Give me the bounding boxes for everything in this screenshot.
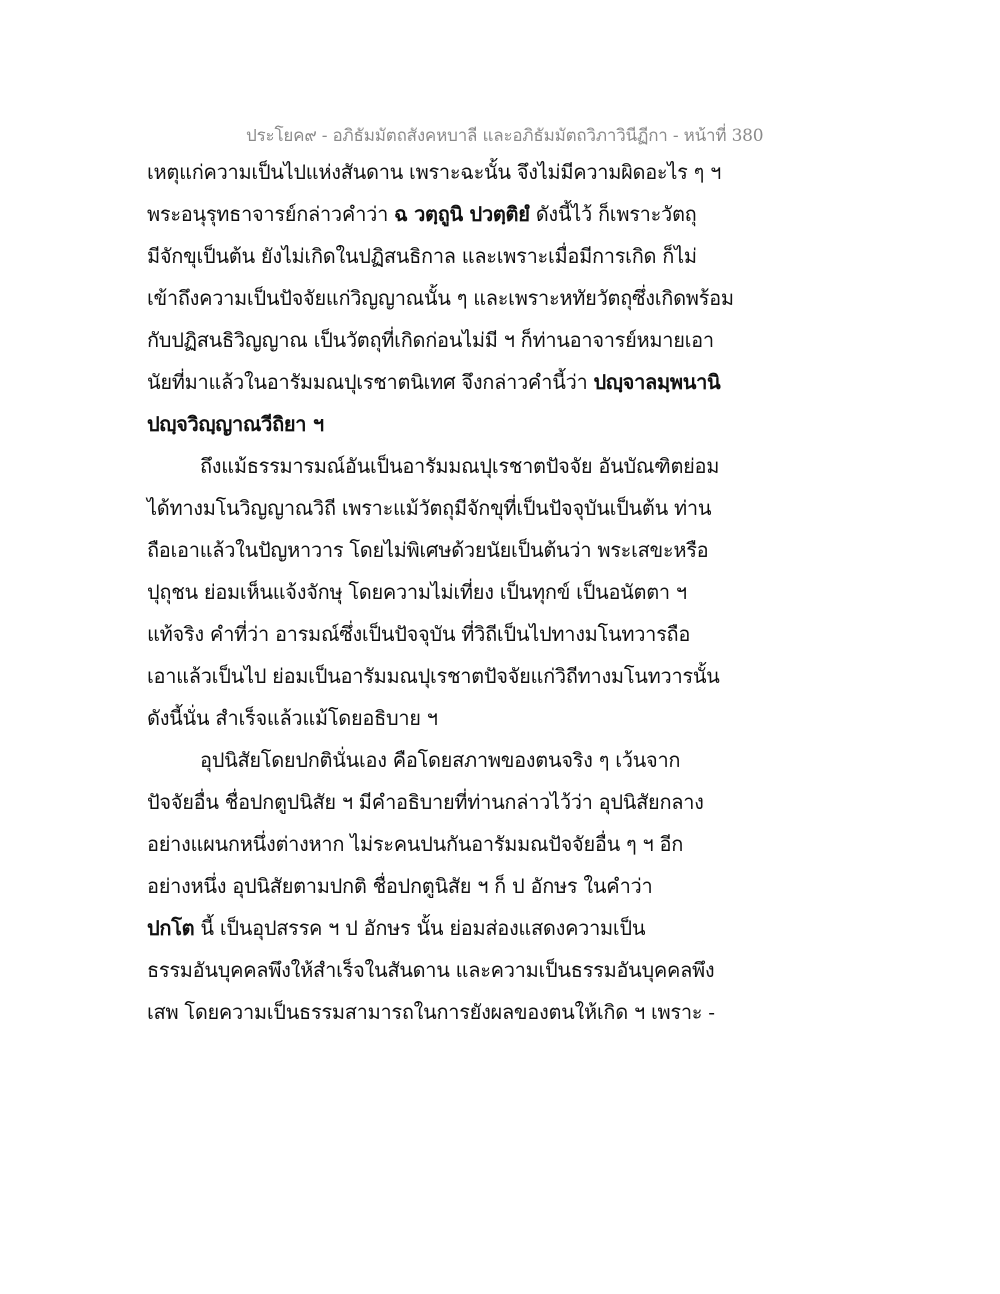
text-line: เสพ โดยความเป็นธรรมสามารถในการยังผลของตนให้เกิด ฯ เพราะ - (147, 1000, 715, 1024)
text-line: ปัจจัยอื่น ชื่อปกตูปนิสัย ฯ มีคำอธิบายที่ท่านกล่าวไว้ว่า อุปนิสัยกลาง (147, 790, 704, 814)
text-line: อย่างหนึ่ง อุปนิสัยตามปกติ ชื่อปกตูนิสัย ฯ ก็ ป อักษร ในคำว่า (147, 874, 653, 898)
text-line: ปกโต นี้ เป็นอุปสรรค ฯ ป อักษร นั้น ย่อมส่องแสดงความเป็น (147, 916, 646, 940)
pali-quote: ปญฺจาลมฺพนานิ (593, 370, 721, 394)
bold-term: ปกโต (147, 916, 195, 940)
text-line: ปุถุชน ย่อมเห็นแจ้งจักษุ โดยความไม่เที่ยง เป็นทุกข์ เป็นอนัตตา ฯ (147, 580, 687, 604)
text-line: ถือเอาแล้วในปัญหาวาร โดยไม่พิเศษด้วยนัยเป็นต้นว่า พระเสขะหรือ (147, 538, 709, 562)
text-line: กับปฏิสนธิวิญญาณ เป็นวัตถุที่เกิดก่อนไม่มี ฯ ก็ท่านอาจารย์หมายเอา (147, 328, 714, 352)
paragraph-start-line: ถึงแม้ธรรมารมณ์อันเป็นอารัมมณปุเรชาตปัจจัย อันบัณฑิตย่อม (200, 454, 720, 478)
pali-quote: ฉ วตฺถูนิ ปวตฺติยํ (394, 202, 530, 226)
paragraph-start-line: อุปนิสัยโดยปกตินั่นเอง คือโดยสภาพของตนจริง ๆ เว้นจาก (200, 748, 681, 772)
text-line: ธรรมอันบุคคลพึงให้สำเร็จในสันดาน และความเป็นธรรมอันบุคคลพึง (147, 958, 715, 982)
text-line: เข้าถึงความเป็นปัจจัยแก่วิญญาณนั้น ๆ และเพราะหทัยวัตถุซึ่งเกิดพร้อม (147, 286, 734, 310)
text-line: พระอนุรุทธาจารย์กล่าวคำว่า ฉ วตฺถูนิ ปวตฺติยํ ดังนี้ไว้ ก็เพราะวัตถุ (147, 202, 697, 226)
text-line: เหตุแก่ความเป็นไปแห่งสันดาน เพราะฉะนั้น จึงไม่มีความผิดอะไร ๆ ฯ (147, 160, 722, 184)
text-line: เอาแล้วเป็นไป ย่อมเป็นอารัมมณปุเรชาตปัจจัยแก่วิถีทางมโนทวารนั้น (147, 664, 720, 688)
text-line: มีจักขุเป็นต้น ยังไม่เกิดในปฏิสนธิกาล และเพราะเมื่อมีการเกิด ก็ไม่ (147, 244, 697, 268)
pali-quote: ปญฺจวิญฺญาณวีถิยา ฯ (147, 412, 324, 436)
text-line: นัยที่มาแล้วในอารัมมณปุเรชาตนิเทศ จึงกล่าวคำนี้ว่า ปญฺจาลมฺพนานิ (147, 370, 721, 394)
text-line (147, 412, 324, 436)
text-line: อย่างแผนกหนึ่งต่างหาก ไม่ระคนปนกันอารัมมณปัจจัยอื่น ๆ ฯ อีก (147, 832, 684, 856)
running-header: ประโยค๙ - อภิธัมมัตถสังคหบาลี และอภิธัมมัตถวิภาวินีฏีกา - หน้าที่ 380 (246, 126, 764, 146)
text-line: ดังนี้นั่น สำเร็จแล้วแม้โดยอธิบาย ฯ (147, 706, 438, 730)
text-line: แท้จริง คำที่ว่า อารมณ์ซึ่งเป็นปัจจุบัน ที่วิถีเป็นไปทางมโนทวารถือ (147, 622, 691, 646)
text-line: ได้ทางมโนวิญญาณวิถี เพราะแม้วัตถุมีจักขุที่เป็นปัจจุบันเป็นต้น ท่าน (147, 496, 712, 520)
